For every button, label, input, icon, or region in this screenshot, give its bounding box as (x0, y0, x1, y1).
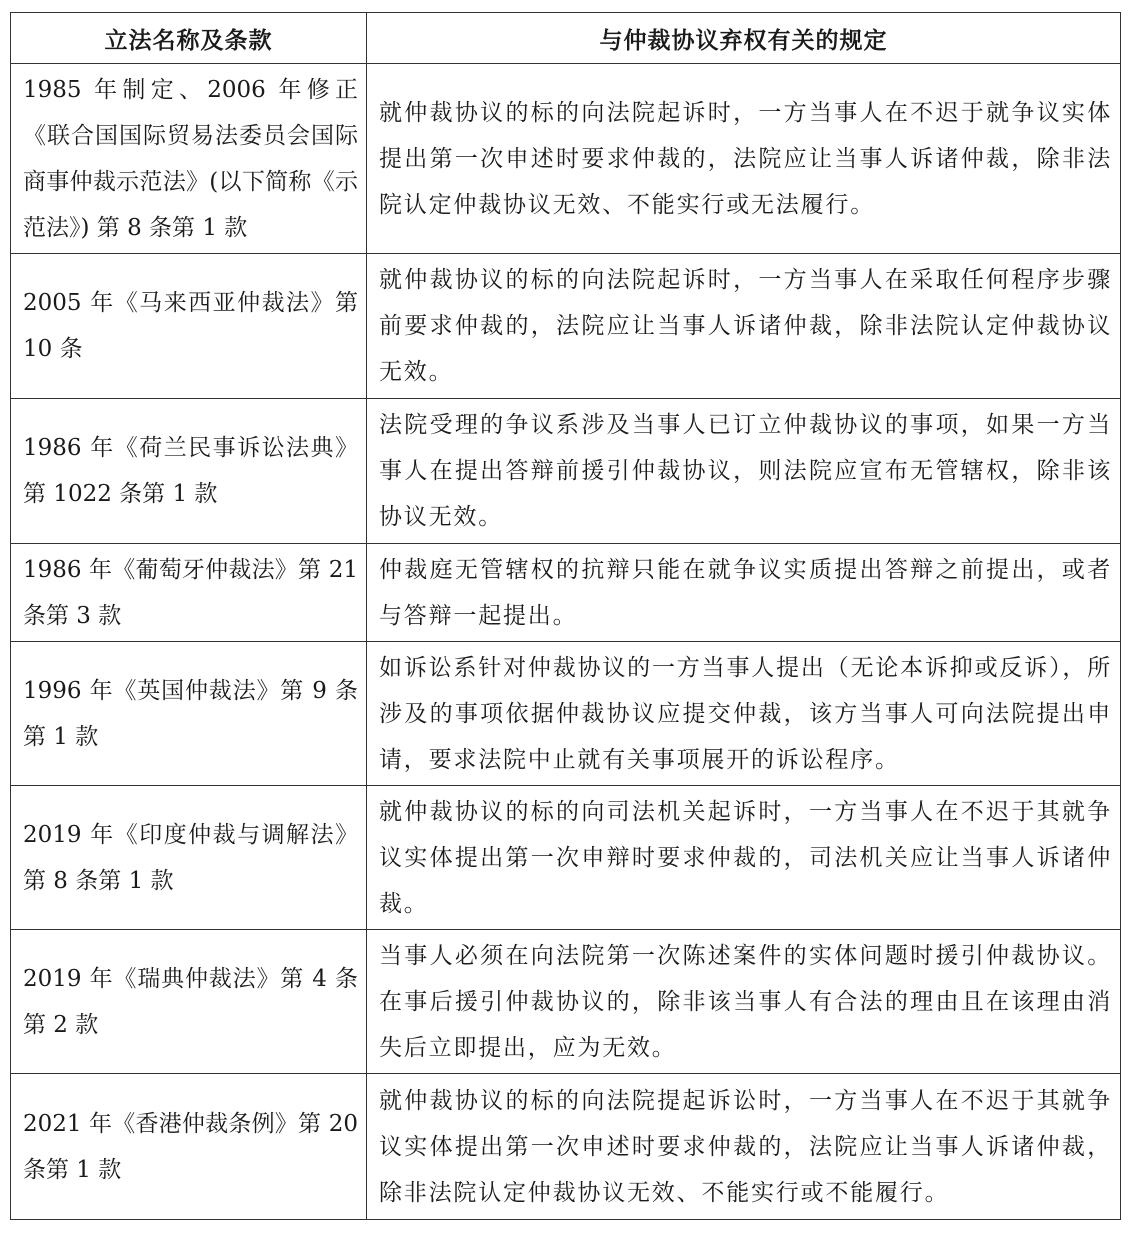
provision-cell: 就仲裁协议的标的向司法机关起诉时，一方当事人在不迟于其就争议实体提出第一次申辩时要求仲裁的，司法机关应让当事人诉诸仲裁。 (367, 786, 1121, 930)
provision-cell: 当事人必须在向法院第一次陈述案件的实体问题时援引仲裁协议。在事后援引仲裁协议的，除非该当事人有合法的理由且在该理由消失后立即提出，应为无效。 (367, 930, 1121, 1074)
legislation-table-container (10, 12, 1120, 1220)
legislation-table (10, 12, 1121, 1220)
table-row (11, 786, 1121, 930)
table-row (11, 64, 1121, 254)
legislation-cell: 2019 年《印度仲裁与调解法》第 8 条第 1 款 (11, 786, 367, 930)
table-row (11, 254, 1121, 399)
provision-cell: 就仲裁协议的标的向法院提起诉讼时，一方当事人在不迟于其就争议实体提出第一次申述时要求仲裁的，法院应让当事人诉诸仲裁，除非法院认定仲裁协议无效、不能实行或不能履行。 (367, 1074, 1121, 1220)
legislation-cell: 2019 年《瑞典仲裁法》第 4 条第 2 款 (11, 930, 367, 1074)
header-legislation: 立法名称及条款 (11, 13, 367, 64)
provision-cell: 就仲裁协议的标的向法院起诉时，一方当事人在采取任何程序步骤前要求仲裁的，法院应让当事人诉诸仲裁，除非法院认定仲裁协议无效。 (367, 254, 1121, 399)
table-row (11, 544, 1121, 642)
provision-cell: 如诉讼系针对仲裁协议的一方当事人提出（无论本诉抑或反诉），所涉及的事项依据仲裁协议应提交仲裁，该方当事人可向法院提出申请，要求法院中止就有关事项展开的诉讼程序。 (367, 642, 1121, 786)
table-row (11, 399, 1121, 544)
legislation-cell: 1996 年《英国仲裁法》第 9 条第 1 款 (11, 642, 367, 786)
legislation-cell: 1986 年《荷兰民事诉讼法典》第 1022 条第 1 款 (11, 399, 367, 544)
provision-cell: 仲裁庭无管辖权的抗辩只能在就争议实质提出答辩之前提出，或者与答辩一起提出。 (367, 544, 1121, 642)
legislation-cell: 1985 年制定、2006 年修正《联合国国际贸易法委员会国际商事仲裁示范法》(以下简称《示范法》) 第 8 条第 1 款 (11, 64, 367, 254)
header-provision: 与仲裁协议弃权有关的规定 (367, 13, 1121, 64)
table-row (11, 930, 1121, 1074)
legislation-cell: 2021 年《香港仲裁条例》第 20 条第 1 款 (11, 1074, 367, 1220)
legislation-cell: 1986 年《葡萄牙仲裁法》第 21 条第 3 款 (11, 544, 367, 642)
table-row (11, 1074, 1121, 1220)
table-row (11, 642, 1121, 786)
legislation-cell: 2005 年《马来西亚仲裁法》第 10 条 (11, 254, 367, 399)
provision-cell: 法院受理的争议系涉及当事人已订立仲裁协议的事项，如果一方当事人在提出答辩前援引仲裁协议，则法院应宣布无管辖权，除非该协议无效。 (367, 399, 1121, 544)
provision-cell: 就仲裁协议的标的向法院起诉时，一方当事人在不迟于就争议实体提出第一次申述时要求仲裁的，法院应让当事人诉诸仲裁，除非法院认定仲裁协议无效、不能实行或无法履行。 (367, 64, 1121, 254)
table-header-row (11, 13, 1121, 64)
